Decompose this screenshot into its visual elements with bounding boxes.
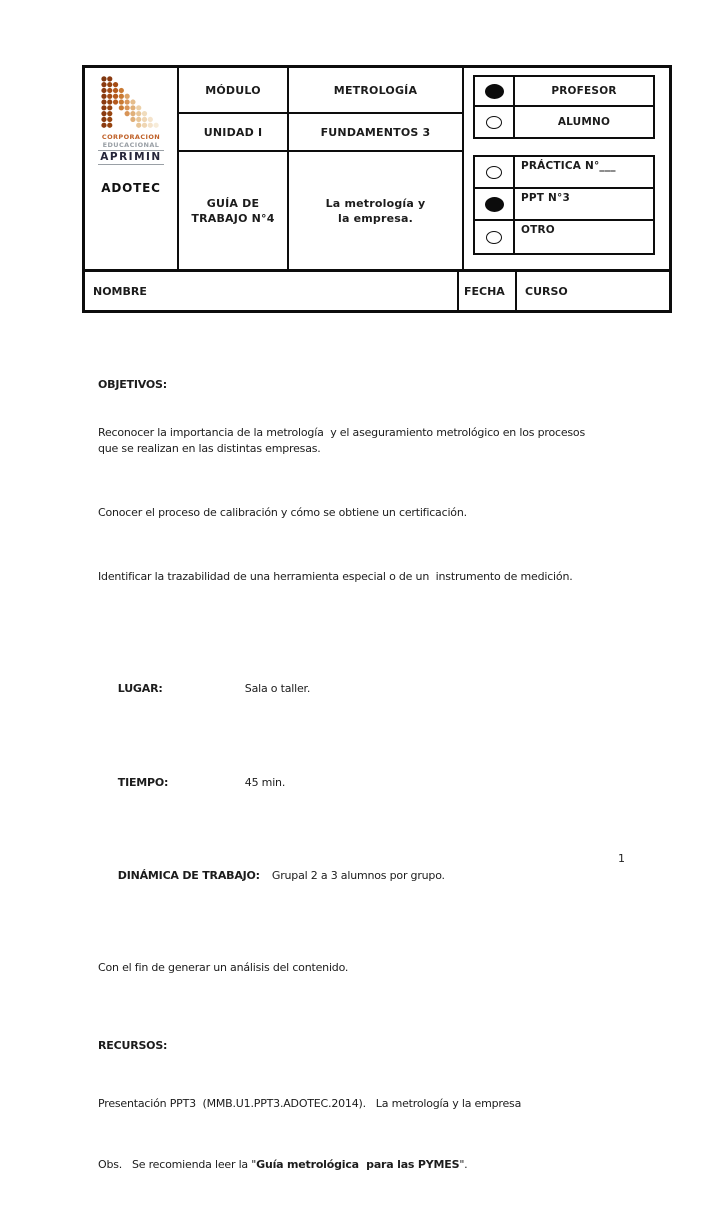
header-table [82,65,672,313]
alumno-row [475,107,653,137]
tiempo-row [98,759,606,807]
dinamica-value: Grupal 2 a 3 alumnos por grupo. [271,869,445,882]
curso-cell: CURSO [525,284,568,298]
note-paragraph: Con el fin de generar un análisis del contenido. [98,961,349,974]
ppt-radio-icon [485,197,504,212]
unidad-value: FUNDAMENTOS 3 [289,114,462,152]
otro-radio-icon [486,231,502,244]
practica-radio-cell [475,157,515,187]
obs-prefix: Obs. Se recomienda leer la " [98,1158,257,1171]
profesor-label: PROFESOR [551,85,617,97]
material-box [473,155,655,255]
dinamica-row [98,852,606,900]
practica-radio-icon [486,166,502,179]
profesor-row [475,77,653,107]
aprimin-logo-icon [100,75,162,131]
otro-label: OTRO [521,224,555,236]
guia-label-text: GUÍA DE TRABAJO N°4 [191,196,275,225]
header-bottom-row [85,272,669,310]
objetivo-paragraph-3: Identificar la trazabilidad de una herramienta especial o de un instrumento de medición. [98,570,573,583]
practica-row [475,157,653,189]
lugar-row [98,665,606,713]
profesor-radio-cell [475,77,515,105]
ppt-label: PPT N°3 [521,192,570,204]
guia-label [179,152,287,269]
header-values-column [289,68,464,269]
alumno-radio-cell [475,107,515,137]
checkbox-column [464,68,669,269]
profesor-radio-icon [485,84,504,99]
lugar-label: LUGAR: [117,682,163,695]
objetivos-heading: OBJETIVOS: [98,378,167,391]
institution-name: ADOTEC [101,181,161,195]
dinamica-label: DINÁMICA DE TRABAJO: [117,869,260,882]
fecha-cell: FECHA [459,272,517,310]
document-body [98,345,606,1205]
alumno-label: ALUMNO [557,116,611,128]
unidad-label: UNIDAD I [179,114,287,152]
otro-row [475,221,653,253]
otro-radio-cell [475,221,515,253]
modulo-label: MÓDULO [179,68,287,114]
logo-text-aprimin: APRIMIN [100,151,162,163]
nombre-cell: NOMBRE [85,272,459,310]
logo-column [85,68,179,269]
logo-text-corporacion: CORPORACION [101,133,161,141]
header-labels-column [179,68,289,269]
ppt-row [475,189,653,221]
guia-title-text: La metrología y la empresa. [325,196,426,225]
ppt-radio-cell [475,189,515,219]
objetivo-paragraph-1: Reconocer la importancia de la metrología y el aseguramiento metrológico en los procesos que se realizan en las distintas empresas. [98,426,589,455]
page-number: 1 [618,852,625,865]
practica-label: PRÁCTICA N°___ [521,160,616,172]
alumno-radio-icon [486,116,502,129]
objetivo-paragraph-2: Conocer el proceso de calibración y cómo se obtiene un certificación. [98,506,467,519]
lugar-value: Sala o taller. [244,682,311,695]
audience-box [473,75,655,139]
recursos-line: Presentación PPT3 (MMB.U1.PPT3.ADOTEC.2014). La metrología y la empresa [98,1097,522,1110]
obs-suffix: ". [459,1158,468,1171]
guia-title [289,152,462,269]
logo-text-educacional: EDUCACIONAL [102,141,160,149]
obs-line [98,1157,606,1173]
modulo-value: METROLOGÍA [289,68,462,114]
tiempo-label: TIEMPO: [117,776,169,789]
recursos-heading: RECURSOS: [98,1039,168,1052]
obs-bold-text: Guía metrológica para las PYMES [256,1158,460,1171]
header-main-area [85,68,669,272]
tiempo-value: 45 min. [244,776,286,789]
